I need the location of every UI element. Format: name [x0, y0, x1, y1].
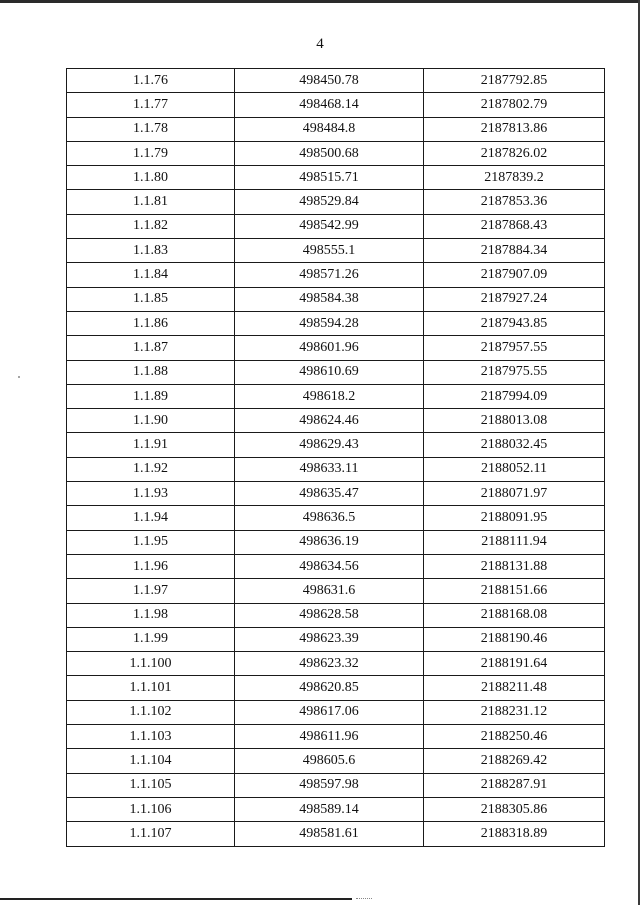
table-row [67, 482, 605, 506]
table-row [67, 409, 605, 433]
table-row [67, 141, 605, 165]
x-coordinate-cell: 498571.26 [235, 263, 424, 287]
table-row [67, 239, 605, 263]
point-id-cell: 1.1.95 [67, 530, 235, 554]
point-id-cell: 1.1.82 [67, 214, 235, 238]
x-coordinate-cell: 498635.47 [235, 482, 424, 506]
x-coordinate-cell: 498633.11 [235, 457, 424, 481]
x-coordinate-cell: 498617.06 [235, 700, 424, 724]
x-coordinate-cell: 498500.68 [235, 141, 424, 165]
point-id-cell: 1.1.90 [67, 409, 235, 433]
table-row [67, 554, 605, 578]
y-coordinate-cell: 2187853.36 [424, 190, 605, 214]
point-id-cell: 1.1.104 [67, 749, 235, 773]
point-id-cell: 1.1.91 [67, 433, 235, 457]
y-coordinate-cell: 2188151.66 [424, 579, 605, 603]
x-coordinate-cell: 498584.38 [235, 287, 424, 311]
y-coordinate-cell: 2188269.42 [424, 749, 605, 773]
point-id-cell: 1.1.103 [67, 725, 235, 749]
y-coordinate-cell: 2187813.86 [424, 117, 605, 141]
x-coordinate-cell: 498628.58 [235, 603, 424, 627]
table-row [67, 530, 605, 554]
y-coordinate-cell: 2188231.12 [424, 700, 605, 724]
y-coordinate-cell: 2187957.55 [424, 336, 605, 360]
x-coordinate-cell: 498555.1 [235, 239, 424, 263]
x-coordinate-cell: 498620.85 [235, 676, 424, 700]
y-coordinate-cell: 2187907.09 [424, 263, 605, 287]
point-id-cell: 1.1.80 [67, 166, 235, 190]
point-id-cell: 1.1.96 [67, 554, 235, 578]
table-row [67, 93, 605, 117]
y-coordinate-cell: 2188211.48 [424, 676, 605, 700]
table-row [67, 263, 605, 287]
x-coordinate-cell: 498594.28 [235, 311, 424, 335]
point-id-cell: 1.1.78 [67, 117, 235, 141]
point-id-cell: 1.1.105 [67, 773, 235, 797]
table-row [67, 311, 605, 335]
x-coordinate-cell: 498610.69 [235, 360, 424, 384]
y-coordinate-cell: 2188131.88 [424, 554, 605, 578]
x-coordinate-cell: 498623.32 [235, 652, 424, 676]
y-coordinate-cell: 2188191.64 [424, 652, 605, 676]
point-id-cell: 1.1.94 [67, 506, 235, 530]
point-id-cell: 1.1.93 [67, 482, 235, 506]
x-coordinate-cell: 498601.96 [235, 336, 424, 360]
x-coordinate-cell: 498624.46 [235, 409, 424, 433]
y-coordinate-cell: 2187839.2 [424, 166, 605, 190]
x-coordinate-cell: 498629.43 [235, 433, 424, 457]
point-id-cell: 1.1.102 [67, 700, 235, 724]
table-row [67, 117, 605, 141]
coordinates-table [66, 68, 605, 847]
y-coordinate-cell: 2187802.79 [424, 93, 605, 117]
x-coordinate-cell: 498581.61 [235, 822, 424, 846]
table-row [67, 506, 605, 530]
coordinates-table-body [67, 69, 605, 847]
point-id-cell: 1.1.84 [67, 263, 235, 287]
page-number: 4 [316, 36, 324, 52]
point-id-cell: 1.1.89 [67, 384, 235, 408]
y-coordinate-cell: 2188052.11 [424, 457, 605, 481]
y-coordinate-cell: 2187943.85 [424, 311, 605, 335]
x-coordinate-cell: 498618.2 [235, 384, 424, 408]
table-row [67, 214, 605, 238]
x-coordinate-cell: 498529.84 [235, 190, 424, 214]
point-id-cell: 1.1.76 [67, 69, 235, 93]
point-id-cell: 1.1.81 [67, 190, 235, 214]
table-row [67, 749, 605, 773]
point-id-cell: 1.1.85 [67, 287, 235, 311]
y-coordinate-cell: 2188071.97 [424, 482, 605, 506]
table-row [67, 603, 605, 627]
page-top-edge [0, 0, 640, 3]
point-id-cell: 1.1.99 [67, 627, 235, 651]
table-row [67, 627, 605, 651]
table-row [67, 69, 605, 93]
y-coordinate-cell: 2187994.09 [424, 384, 605, 408]
table-row [67, 287, 605, 311]
table-row [67, 457, 605, 481]
x-coordinate-cell: 498636.5 [235, 506, 424, 530]
point-id-cell: 1.1.83 [67, 239, 235, 263]
y-coordinate-cell: 2187884.34 [424, 239, 605, 263]
x-coordinate-cell: 498450.78 [235, 69, 424, 93]
x-coordinate-cell: 498634.56 [235, 554, 424, 578]
point-id-cell: 1.1.100 [67, 652, 235, 676]
point-id-cell: 1.1.97 [67, 579, 235, 603]
table-row [67, 652, 605, 676]
x-coordinate-cell: 498589.14 [235, 797, 424, 821]
table-row [67, 676, 605, 700]
table-row [67, 773, 605, 797]
table-row [67, 433, 605, 457]
footer-dots [356, 898, 372, 899]
x-coordinate-cell: 498631.6 [235, 579, 424, 603]
point-id-cell: 1.1.77 [67, 93, 235, 117]
y-coordinate-cell: 2188190.46 [424, 627, 605, 651]
x-coordinate-cell: 498636.19 [235, 530, 424, 554]
x-coordinate-cell: 498542.99 [235, 214, 424, 238]
footer-rule [0, 898, 352, 900]
scan-speck [18, 376, 20, 378]
y-coordinate-cell: 2188318.89 [424, 822, 605, 846]
point-id-cell: 1.1.87 [67, 336, 235, 360]
y-coordinate-cell: 2188111.94 [424, 530, 605, 554]
x-coordinate-cell: 498468.14 [235, 93, 424, 117]
table-row [67, 166, 605, 190]
x-coordinate-cell: 498515.71 [235, 166, 424, 190]
table-row [67, 700, 605, 724]
table-row [67, 579, 605, 603]
y-coordinate-cell: 2188287.91 [424, 773, 605, 797]
table-row [67, 797, 605, 821]
y-coordinate-cell: 2187792.85 [424, 69, 605, 93]
table-row [67, 725, 605, 749]
point-id-cell: 1.1.88 [67, 360, 235, 384]
x-coordinate-cell: 498605.6 [235, 749, 424, 773]
x-coordinate-cell: 498611.96 [235, 725, 424, 749]
point-id-cell: 1.1.106 [67, 797, 235, 821]
point-id-cell: 1.1.79 [67, 141, 235, 165]
point-id-cell: 1.1.86 [67, 311, 235, 335]
x-coordinate-cell: 498597.98 [235, 773, 424, 797]
point-id-cell: 1.1.98 [67, 603, 235, 627]
table-row [67, 336, 605, 360]
point-id-cell: 1.1.101 [67, 676, 235, 700]
x-coordinate-cell: 498623.39 [235, 627, 424, 651]
y-coordinate-cell: 2188032.45 [424, 433, 605, 457]
y-coordinate-cell: 2188013.08 [424, 409, 605, 433]
point-id-cell: 1.1.92 [67, 457, 235, 481]
y-coordinate-cell: 2187868.43 [424, 214, 605, 238]
y-coordinate-cell: 2187927.24 [424, 287, 605, 311]
y-coordinate-cell: 2187975.55 [424, 360, 605, 384]
table-row [67, 822, 605, 846]
y-coordinate-cell: 2188250.46 [424, 725, 605, 749]
table-row [67, 384, 605, 408]
y-coordinate-cell: 2188305.86 [424, 797, 605, 821]
table-row [67, 360, 605, 384]
y-coordinate-cell: 2188091.95 [424, 506, 605, 530]
y-coordinate-cell: 2187826.02 [424, 141, 605, 165]
x-coordinate-cell: 498484.8 [235, 117, 424, 141]
point-id-cell: 1.1.107 [67, 822, 235, 846]
y-coordinate-cell: 2188168.08 [424, 603, 605, 627]
table-row [67, 190, 605, 214]
